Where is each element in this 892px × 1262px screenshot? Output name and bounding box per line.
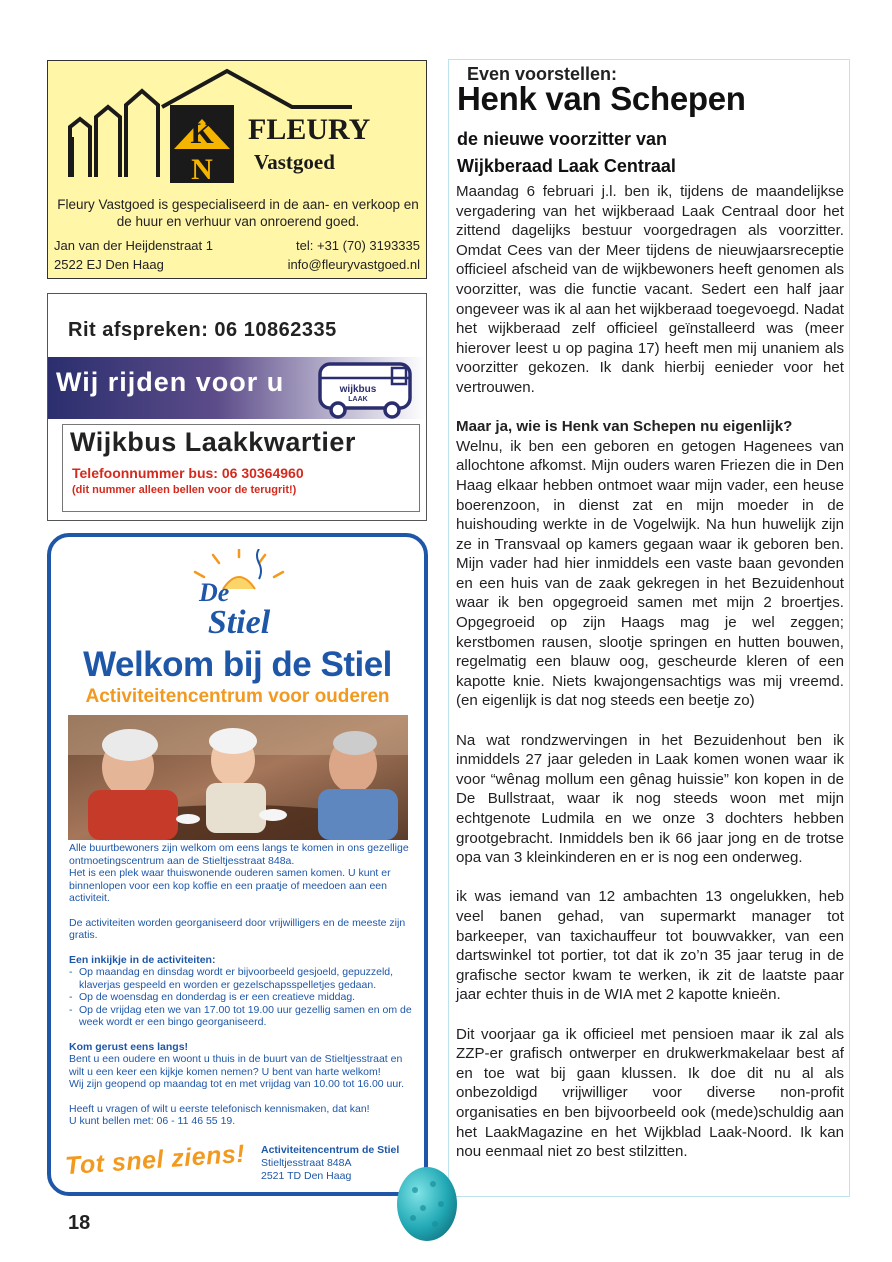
fleury-brand-name: FLEURY [248,113,371,146]
stiel-welkom-title: Welkom bij de Stiel [83,645,392,684]
bus-label-1: wijkbus [339,384,377,395]
article-headline: Henk van Schepen [457,80,746,117]
wijkbus-telephone[interactable]: Telefoonnummer bus: 06 30364960 [72,465,304,481]
stiel-address-city: 2521 TD Den Haag [261,1170,352,1182]
stiel-address [261,1144,399,1183]
page-number: 18 [68,1212,91,1234]
stiel-logo [179,549,299,641]
stiel-vragen-1: Heeft u vragen of wilt u eerste telefonisch kennismaken, dat kan! [69,1102,370,1115]
wijkbus-rit-label[interactable]: Rit afspreken: 06 10862335 [68,319,337,341]
stiel-subtitle: Activiteitencentrum voor ouderen [85,686,390,707]
article-deck [457,126,676,180]
stiel-logo-stiel: Stiel [207,604,271,641]
article-paragraph: Na wat rondzwervingen in het Bezuidenhout ben ik inmiddels 27 jaar geleden in Laak komen wonen waar ik voor “wênag mollum een gênag huissie” kon kopen in de De Bullstraat, waar ik nog steeds woon met mijn echtgenote Ludmila en we onze 3 dochters hebben grootgebracht. Inmiddels ben ik 66 jaar jong en de trotse opa van 3 kleinkinderen en er is nog een onderweg. [456,731,844,867]
stiel-activity: - Op maandag en dinsdag wordt er bijvoorbeeld gesjoeld, gepuzzeld, klaverjas gespeeld en worden er gezelschapsspelletjes gedaan. [69,966,414,991]
article [448,59,850,1197]
fleury-description: Fleury Vastgoed is gespecialiseerd in de aan- en verkoop en de huur en verhuur van onroerend goed. [57,197,419,229]
article-paragraph-text: Welnu, ik ben een geboren en getogen Hagenees van allochtone afkomst. Mijn ouders waren Friezen die in Den Haag elkaar hebben ontmoet waar mijn vader, een heuse boerenzoon, in dienst zat en mijn moeder in de huishouding werkte in de Vogelwijk. Na hun huwelijk zijn ze in Transvaal op kamers gegaan waar ik geboren ben. Mijn vader had hier inmiddels een vaste baan gevonden en een huis van de zaak gekregen in het Bezuidenhout waar ik ben opgegroeid samen met mijn 2 broertjes. Opgegroeid op zijn Haags mag je wel zeggen; kerstbomen rausen, slootje springen en hutten bouwen, regelmatig een blauw oog, gescheurde kleren of een kapotte knie. Niets kwajongensachtigs was mij vreemd. (en eigenlijk is dat nog steeds een beetje zo) [456,437,844,710]
wijkbus-title: Wijkbus Laakkwartier [70,427,356,457]
stiel-logo-de: De [199,578,230,607]
stiel-address-street: Stieltjesstraat 848A [261,1157,352,1169]
stiel-vrijwilligers: De activiteiten worden georganiseerd door vrijwilligers en de meeste zijn gratis. [69,916,406,941]
fleury-street: Jan van der Heijdenstraat 1 [54,238,213,253]
stiel-activity: - Op de vrijdag eten we van 17.00 tot 19.00 uur gezellig samen en om de week wordt er een bingo georganiseerd. [69,1004,414,1029]
stiel-inkijk-heading: Een inkijkje in de activiteiten: [69,953,216,966]
fleury-logo [62,67,412,195]
article-body [456,182,844,1181]
easter-egg-icon [393,1160,461,1242]
stiel-intro-2: Het is een plek waar thuiswonende ouderen samen komen. U kunt er binnenlopen voor een kop koffie en een praatje of meedoen aan een activiteit. [69,867,391,904]
stiel-vragen [69,1103,414,1128]
svg-text:K: K [190,117,214,150]
wijkbus-advertisement [47,293,427,521]
stiel-advertisement [47,533,428,1196]
article-deck-line1: de nieuwe voorzitter van [457,129,668,149]
article-deck-line2: Wijkberaad Laak Centraal [457,156,676,176]
stiel-activities-list [69,966,414,1029]
stiel-langs-1: Bent u een oudere en woont u thuis in de buurt van de Stieltjesstraat en wilt u een keer een kijkje komen nemen? U bent van harte welkom! [69,1053,403,1078]
stiel-intro [69,842,414,905]
stiel-tot-snel-ziens: Tot snel ziens! [64,1139,246,1181]
stiel-address-name: Activiteitencentrum de Stiel [261,1144,400,1156]
fleury-postal: 2522 EJ Den Haag [54,257,164,272]
bus-icon [312,358,418,422]
wijkbus-note: (dit nummer alleen bellen voor de terugrit!) [72,484,297,496]
fleury-contact [288,236,420,274]
fleury-email[interactable]: info@fleuryvastgoed.nl [287,257,420,272]
article-paragraph: Dit voorjaar ga ik officieel met pensioen maar ik zal als ZZP-er grafisch ontwerper en drukwerkmakelaar best af en toe wat bij gaan klussen. Ik doe dit nu al als onbezoldigd vrijwilliger voor diverse non-profit organisaties en ben bijvoorbeeld ook (mede)schuldig aan het LaakMagazine en het Wijkblad Laak-Noord. Ik kan nou eenmaal niet zo best stilzitten. [456,1025,844,1161]
stiel-vragen-2[interactable]: U kunt bellen met: 06 - 11 46 55 19. [69,1115,236,1127]
elderly-people-photo [68,715,408,840]
article-paragraph [456,417,844,711]
stiel-langs-heading: Kom gerust eens langs! [69,1040,189,1053]
stiel-langs-2: Wij zijn geopend op maandag tot en met vrijdag van 10.00 tot 16.00 uur. [69,1078,405,1090]
article-paragraph: Maandag 6 februari j.l. ben ik, tijdens de maandelijkse vergadering van het wijkberaad Laak Centraal door het zittend dagelijks bestuur voorgedragen als voorzitter. Omdat Cees van der Meer tijdens de nieuwjaarsreceptie officieel afscheid van de wijkbewoners heeft genomen als voorzitter, was die functie vacant. Sedert een half jaar ongeveer was ik al aan het wijkberaad toegevoegd. Nadat het wijkberaad zelf officieel geïnstalleerd was (meer hierover leest u op pagina 17) heeft men mij unaniem als voorzitter gekozen. Ik dank hierbij eenieder voor het vertrouwen. [456,183,844,396]
stiel-activity: - Op de woensdag en donderdag is er een creatieve middag. [69,991,414,1004]
bus-label-2: LAAK [348,396,368,403]
wijkbus-slogan: Wij rijden voor u [56,367,285,397]
svg-text:N: N [191,153,213,186]
fleury-address [54,236,213,274]
stiel-body-text [69,842,414,1140]
fleury-advertisement [47,60,427,279]
article-question: Maar ja, wie is Henk van Schepen nu eigenlijk? [456,418,793,436]
article-paragraph: ik was iemand van 12 ambachten 13 ongelukken, heb veel banen gehad, van supermarkt manager tot barkeeper, van taxichauffeur tot bouwvakker, van een dartswinkel tot portier, tot dat ik zo’n 35 jaar terug in de grafische sector kwam te werken, ik zit de laatste paar jaar echter thuis in de WIA met 2 kapotte knieën. [456,888,844,1004]
stiel-langs-text [69,1053,414,1091]
article-kicker: Even voorstellen: [467,64,618,84]
stiel-intro-1: Alle buurtbewoners zijn welkom om eens langs te komen in ons gezellige ontmoetingscentrum aan de Stieltjesstraat 848a. [69,842,409,867]
fleury-brand-sub: Vastgoed [254,150,335,174]
fleury-phone[interactable]: tel: +31 (70) 3193335 [296,238,420,253]
